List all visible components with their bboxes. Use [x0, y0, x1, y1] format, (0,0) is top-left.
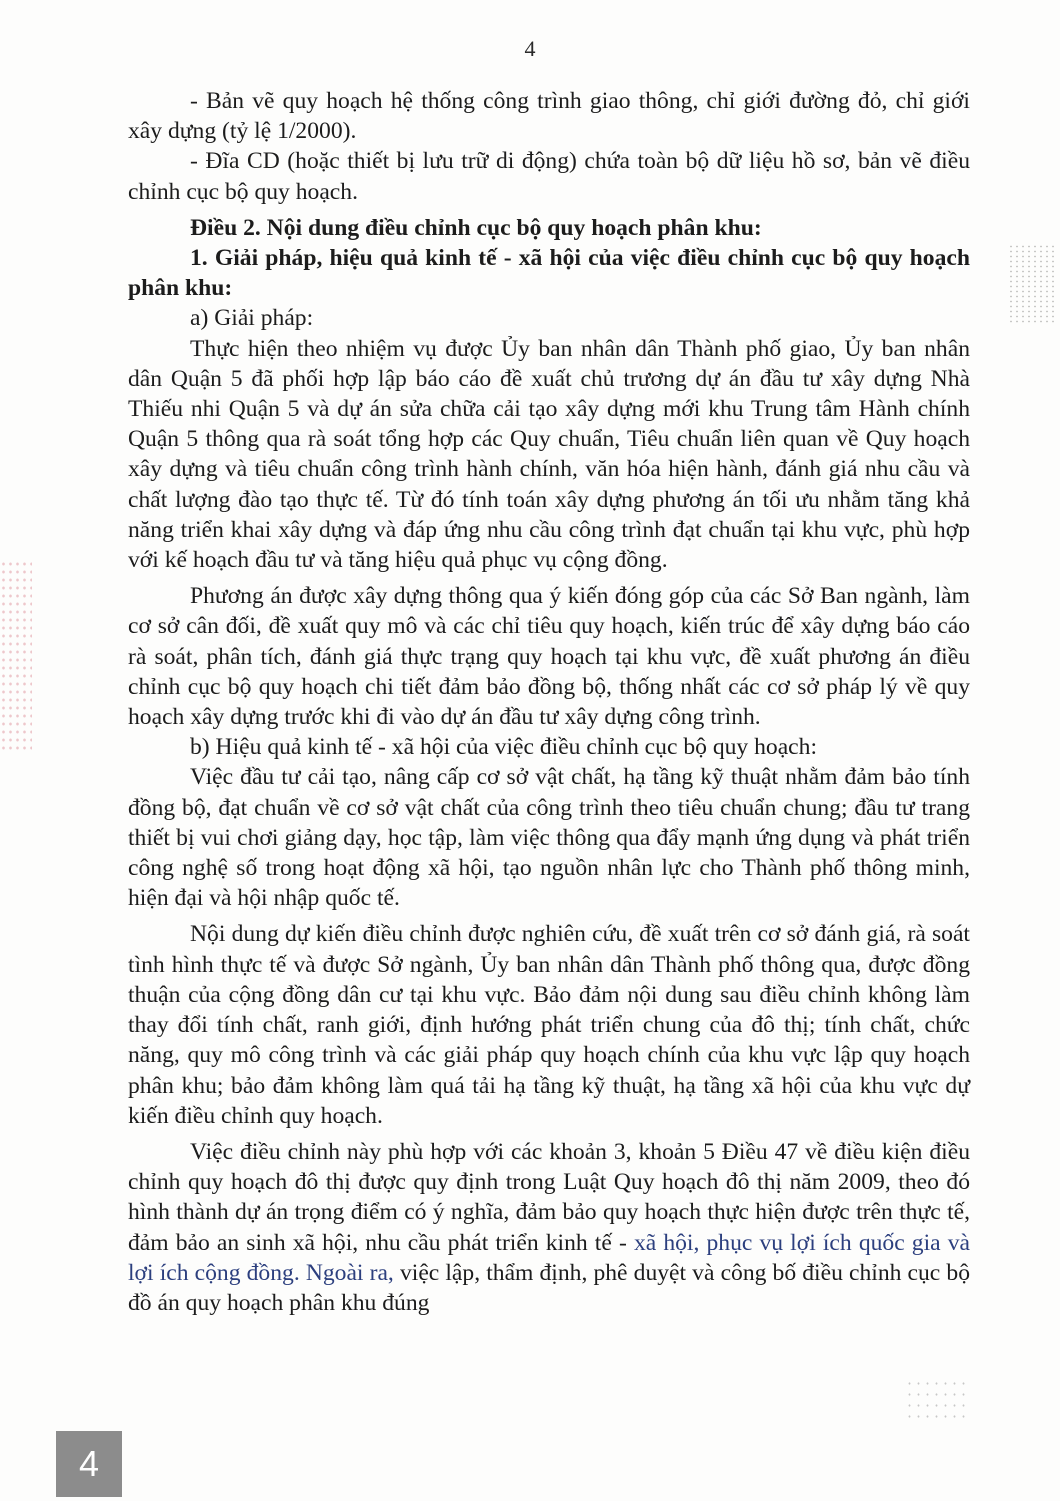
paragraph-viec-dieu-chinh-blue: xã hội, phục vụ lợi ích quốc gia và lợi ích cộng đồng. Ngoài ra,	[128, 1229, 971, 1286]
paragraph-viec-dieu-chinh	[128, 1137, 970, 1318]
page-number-top: 4	[524, 36, 536, 61]
paragraph-ban-ve: - Bản vẽ quy hoạch hệ thống công trình giao thông, chỉ giới đường đỏ, chỉ giới xây dựng (tỷ lệ 1/2000).	[128, 88, 970, 145]
scan-dots-mark	[905, 1378, 965, 1418]
paragraph-thuc-hien: Thực hiện theo nhiệm vụ được Ủy ban nhân dân Thành phố giao, Ủy ban nhân dân Quận 5 đã phối hợp lập báo cáo đề xuất chủ trương dự án đầu tư xây dựng Nhà Thiếu nhi Quận 5 và dự án sửa chữa cải tạo xây dựng mới khu Trung tâm Hành chính Quận 5 thông qua rà soát tổng hợp các Quy chuẩn, Tiêu chuẩn liên quan về Quy hoạch xây dựng và tiêu chuẩn công trình hành chính, văn hóa hiện hành, đánh giá nhu cầu và chất lượng đào tạo thực tế. Từ đó tính toán xây dựng phương án tối ưu nhằm tăng khả năng triển khai xây dựng và đáp ứng nhu cầu công trình đạt chuẩn tại khu vực, phù hợp với kế hoạch đầu tư và tăng hiệu quả phục vụ cộng đồng.	[128, 335, 970, 574]
red-stamp-edge	[0, 560, 32, 750]
paragraph-phuong-an: Phương án được xây dựng thông qua ý kiến đóng góp của các Sở Ban ngành, làm cơ sở cân đối, đề xuất quy mô và các chỉ tiêu quy hoạch, kiến trúc để xây dựng báo cáo rà soát, phân tích, đánh giá thực trạng quy hoạch tại khu vực, đề xuất phương án điều chỉnh cục bộ quy hoạch chi tiết đảm bảo đồng bộ, thống nhất các cơ sở pháp lý về quy hoạch xây dựng trước khi đi vào dự án đầu tư xây dựng công trình.	[128, 583, 970, 731]
heading-dieu-2: Điều 2. Nội dung điều chỉnh cục bộ quy hoạch phân khu:	[190, 214, 762, 241]
scan-speckle-mark	[1008, 244, 1058, 324]
document-body	[128, 86, 970, 1318]
paragraph-viec-dau-tu: Việc đầu tư cải tạo, nâng cấp cơ sở vật chất, hạ tầng kỹ thuật nhằm đảm bảo tính đồng bộ, đạt chuẩn về cơ sở vật chất của công trình theo tiêu chuẩn chung; đầu tư trang thiết bị vui chơi giảng dạy, học tập, làm việc thông qua đẩy mạnh ứng dụng và phát triển công nghệ số trong hoạt động xã hội, tạo nguồn nhân lực cho Thành phố thông minh, hiện đại và hội nhập quốc tế.	[128, 764, 970, 912]
heading-section-1: 1. Giải pháp, hiệu quả kinh tế - xã hội của việc điều chỉnh cục bộ quy hoạch phân khu:	[128, 245, 970, 302]
page-number-badge: 4	[56, 1431, 122, 1497]
paragraph-viec-dieu-chinh-part1: Việc điều chỉnh này phù hợp với các khoản 3, khoản 5 Điều 47 về điều kiện điều chỉnh quy hoạch đô thị được quy định trong Luật Quy hoạch đô thị năm 2009, theo đó hình thành dự án trọng điểm có ý nghĩa, đảm bảo quy hoạch thực hiện được trên thực tế, đảm bảo an sinh xã hội, nhu cầu phát triển kinh tế -	[128, 1138, 970, 1256]
subheading-a: a) Giải pháp:	[190, 305, 314, 332]
paragraph-dia-cd: - Đĩa CD (hoặc thiết bị lưu trữ di động) chứa toàn bộ dữ liệu hồ sơ, bản vẽ điều chỉnh cục bộ quy hoạch.	[128, 148, 970, 205]
subheading-b: b) Hiệu quả kinh tế - xã hội của việc điều chỉnh cục bộ quy hoạch:	[190, 734, 817, 761]
paragraph-noi-dung: Nội dung dự kiến điều chỉnh được nghiên cứu, đề xuất trên cơ sở đánh giá, rà soát tình hình thực tế và được Sở ngành, Ủy ban nhân dân Thành phố thông qua, được đồng thuận của cộng đồng dân cư tại khu vực. Bảo đảm nội dung sau điều chỉnh không làm thay đổi tính chất, ranh giới, định hướng phát triển chung của đô thị; tính chất, chức năng, quy mô công trình và các giải pháp quy hoạch chính của khu vực lập quy hoạch phân khu; bảo đảm không làm quá tải hạ tầng kỹ thuật, hạ tầng xã hội của khu vực dự kiến điều chỉnh quy hoạch.	[128, 921, 970, 1129]
paragraph-viec-dieu-chinh-part2: việc lập, thẩm định, phê duyệt và công bố điều chỉnh cục bộ đồ án quy hoạch phân khu đúng	[128, 1259, 970, 1316]
